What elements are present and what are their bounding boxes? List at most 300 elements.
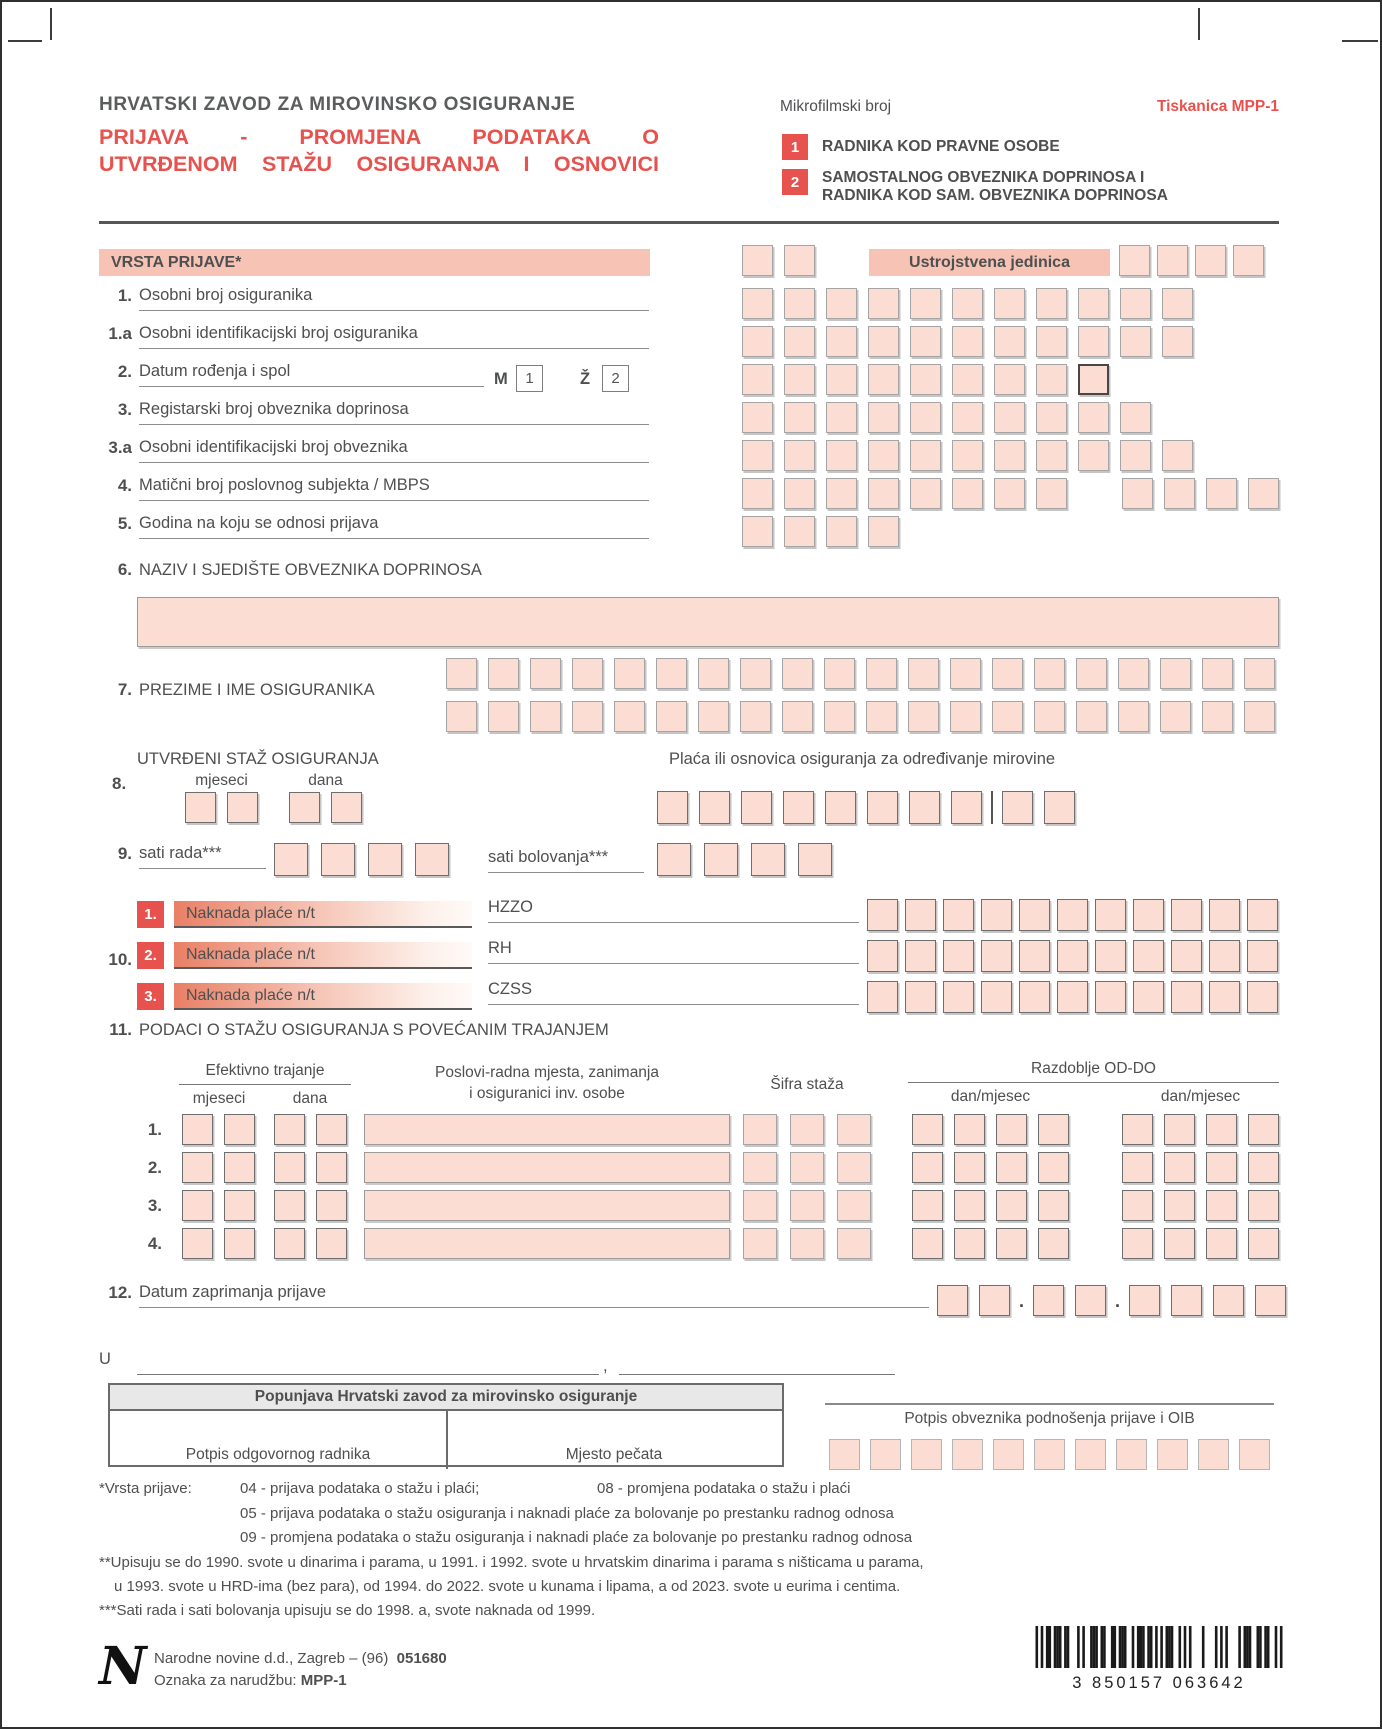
digit-cell[interactable]	[994, 440, 1025, 471]
letter-cell[interactable]	[656, 701, 687, 732]
male-code-box[interactable]: 1	[516, 365, 543, 392]
digit-cell[interactable]	[996, 1190, 1027, 1221]
obveznik-name-field[interactable]	[137, 597, 1279, 647]
digit-cell[interactable]	[952, 440, 983, 471]
digit-cell[interactable]	[1206, 1228, 1237, 1259]
digit-cell[interactable]	[981, 981, 1012, 1013]
digit-cell[interactable]	[1095, 940, 1126, 972]
digit-cell[interactable]	[790, 1152, 824, 1183]
digit-cell[interactable]	[867, 791, 898, 824]
digit-cell[interactable]	[741, 791, 772, 824]
digit-cell[interactable]	[1171, 940, 1202, 972]
row-4-cells-main	[742, 478, 1067, 509]
digit-cell[interactable]	[868, 478, 899, 509]
digit-cell[interactable]	[1057, 899, 1088, 931]
digit-cell[interactable]	[825, 791, 856, 824]
digit-cell[interactable]	[912, 1228, 943, 1259]
digit-cell[interactable]	[1033, 1285, 1064, 1316]
letter-cell[interactable]	[1244, 658, 1275, 689]
digit-cell[interactable]	[289, 792, 320, 823]
letter-cell[interactable]	[782, 658, 813, 689]
digit-cell[interactable]	[1057, 981, 1088, 1013]
letter-cell[interactable]	[782, 701, 813, 732]
digit-cell[interactable]	[1095, 981, 1126, 1013]
digit-cell[interactable]	[1248, 478, 1279, 509]
digit-cell[interactable]	[868, 402, 899, 433]
letter-cell[interactable]	[1202, 658, 1233, 689]
digit-cell[interactable]	[1075, 1439, 1106, 1470]
digit-cell[interactable]	[994, 288, 1025, 319]
digit-cell[interactable]	[1157, 245, 1188, 276]
letter-cell[interactable]	[866, 701, 897, 732]
digit-cell[interactable]	[742, 326, 773, 357]
letter-cell[interactable]	[656, 658, 687, 689]
digit-cell[interactable]	[704, 843, 738, 876]
digit-cell[interactable]	[912, 1114, 943, 1145]
digit-cell[interactable]	[910, 478, 941, 509]
letter-cell[interactable]	[1244, 701, 1275, 732]
digit-cell[interactable]	[368, 843, 402, 876]
letter-cell[interactable]	[614, 658, 645, 689]
digit-cell[interactable]	[182, 1228, 213, 1259]
digit-cell[interactable]	[316, 1190, 347, 1221]
digit-cell[interactable]	[952, 288, 983, 319]
digit-cell[interactable]	[1209, 981, 1240, 1013]
digit-cell[interactable]	[1057, 940, 1088, 972]
row-label: Datum rođenja i spol	[139, 362, 484, 387]
digit-cell[interactable]	[274, 1190, 305, 1221]
naknada-3-cells	[867, 981, 1278, 1013]
digit-cell[interactable]	[826, 402, 857, 433]
row-number: 1.a	[108, 324, 132, 343]
digit-cell[interactable]	[954, 1152, 985, 1183]
digit-cell[interactable]	[224, 1152, 255, 1183]
digit-cell[interactable]	[1122, 1228, 1153, 1259]
digit-cell[interactable]	[837, 1228, 871, 1259]
digit-cell[interactable]	[1133, 940, 1164, 972]
digit-cell[interactable]	[837, 1152, 871, 1183]
letter-cell[interactable]	[950, 701, 981, 732]
digit-cell[interactable]	[1036, 402, 1067, 433]
digit-cell[interactable]	[751, 843, 785, 876]
letter-cell[interactable]	[908, 701, 939, 732]
digit-cell[interactable]	[837, 1190, 871, 1221]
digit-cell[interactable]	[784, 478, 815, 509]
digit-cell[interactable]	[994, 478, 1025, 509]
digit-cell[interactable]	[1019, 899, 1050, 931]
digit-cell[interactable]	[1038, 1114, 1069, 1145]
jobs-text-field[interactable]	[364, 1114, 730, 1145]
digit-cell[interactable]	[227, 792, 258, 823]
naknada-1-badge: 1.	[137, 901, 164, 928]
digit-cell[interactable]	[996, 1152, 1027, 1183]
footnote-item-04: 04 - prijava podataka o stažu i plaći;	[240, 1480, 480, 1497]
stamp-place-caption[interactable]: Mjesto pečata	[565, 1446, 663, 1463]
digit-cell[interactable]	[1171, 899, 1202, 931]
digit-cell[interactable]	[868, 440, 899, 471]
digit-cell[interactable]	[274, 1152, 305, 1183]
digit-cell[interactable]	[912, 1190, 943, 1221]
digit-cell[interactable]	[954, 1190, 985, 1221]
row-label: NAZIV I SJEDIŠTE OBVEZNIKA DOPRINOSA	[139, 561, 482, 579]
subject-option-2[interactable]	[782, 169, 1168, 205]
digit-cell[interactable]	[994, 364, 1025, 395]
digit-cell[interactable]	[742, 288, 773, 319]
digit-cell[interactable]	[943, 899, 974, 931]
digit-cell[interactable]	[784, 402, 815, 433]
digit-cell[interactable]	[182, 1190, 213, 1221]
digit-cell[interactable]	[316, 1114, 347, 1145]
letter-cell[interactable]	[950, 658, 981, 689]
digit-cell[interactable]	[837, 1114, 871, 1145]
digit-cell[interactable]	[981, 899, 1012, 931]
footnote-item-09: 09 - promjena podataka o stažu osiguranja i naknadi plaće za bolovanje po prestanku radnog odnosa	[240, 1529, 913, 1546]
row-number: 3.a	[108, 438, 132, 457]
digit-cell[interactable]	[1157, 1439, 1188, 1470]
letter-cell[interactable]	[488, 658, 519, 689]
digit-cell[interactable]	[1129, 1285, 1160, 1316]
digit-cell[interactable]	[1120, 288, 1151, 319]
naknada-3-badge: 3.	[137, 983, 164, 1010]
digit-cell[interactable]	[909, 791, 940, 824]
digit-cell[interactable]	[868, 326, 899, 357]
digit-cell[interactable]	[826, 516, 857, 547]
digit-cell[interactable]	[1206, 1114, 1237, 1145]
digit-cell[interactable]	[1120, 326, 1151, 357]
footnote-vrsta-prefix: *Vrsta prijave:	[99, 1480, 192, 1497]
letter-cell[interactable]	[1034, 701, 1065, 732]
jobs-text-field[interactable]	[364, 1152, 730, 1183]
digit-cell[interactable]	[905, 899, 936, 931]
digit-cell[interactable]	[826, 364, 857, 395]
jobs-text-field[interactable]	[364, 1190, 730, 1221]
digit-cell[interactable]	[954, 1114, 985, 1145]
digit-cell[interactable]	[910, 326, 941, 357]
digit-cell[interactable]	[1036, 478, 1067, 509]
digit-cell[interactable]	[937, 1285, 968, 1316]
digit-cell[interactable]	[1075, 1285, 1106, 1316]
obligor-signature-caption: Potpis obveznika podnošenja prijave i OIB	[904, 1410, 1195, 1427]
field-row-9	[94, 844, 266, 869]
digit-cell[interactable]	[224, 1190, 255, 1221]
digit-cell[interactable]	[1019, 981, 1050, 1013]
digit-cell[interactable]	[910, 364, 941, 395]
digit-cell[interactable]	[657, 843, 691, 876]
digit-cell[interactable]	[1133, 981, 1164, 1013]
digit-cell[interactable]	[1120, 440, 1151, 471]
letter-cell[interactable]	[1118, 701, 1149, 732]
letter-cell[interactable]	[1076, 701, 1107, 732]
place-input-line[interactable]	[137, 1348, 599, 1375]
sex-digit-cell[interactable]	[1078, 364, 1109, 395]
digit-cell[interactable]	[870, 1439, 901, 1470]
digit-cell[interactable]	[905, 940, 936, 972]
digit-cell[interactable]	[415, 843, 449, 876]
digit-cell[interactable]	[867, 940, 898, 972]
digit-cell[interactable]	[699, 791, 730, 824]
narodne-novine-logo: N	[99, 1636, 147, 1697]
digit-cell[interactable]	[910, 440, 941, 471]
letter-cell[interactable]	[824, 658, 855, 689]
digit-cell[interactable]	[1206, 1152, 1237, 1183]
digit-cell[interactable]	[1078, 402, 1109, 433]
digit-cell[interactable]	[316, 1228, 347, 1259]
digit-cell[interactable]	[1044, 791, 1075, 824]
digit-cell[interactable]	[185, 792, 216, 823]
digit-cell[interactable]	[1078, 288, 1109, 319]
digit-cell[interactable]	[1034, 1439, 1065, 1470]
field-row-6	[94, 560, 482, 585]
digit-cell[interactable]	[274, 1228, 305, 1259]
table-row-number: 3.	[147, 1196, 162, 1215]
digit-cell[interactable]	[742, 402, 773, 433]
digit-cell[interactable]	[868, 516, 899, 547]
naknada-1-code: HZZO	[488, 898, 859, 923]
digit-cell[interactable]	[784, 288, 815, 319]
digit-cell[interactable]	[1233, 245, 1264, 276]
digit-cell[interactable]	[1248, 1190, 1279, 1221]
digit-cell[interactable]	[943, 981, 974, 1013]
digit-cell[interactable]	[826, 440, 857, 471]
digit-cell[interactable]	[952, 364, 983, 395]
digit-cell[interactable]	[1206, 1190, 1237, 1221]
digit-cell[interactable]	[943, 940, 974, 972]
date-input-line[interactable]	[619, 1348, 895, 1375]
digit-cell[interactable]	[996, 1228, 1027, 1259]
letter-cell[interactable]	[1202, 701, 1233, 732]
digit-cell[interactable]	[743, 1152, 777, 1183]
digit-cell[interactable]	[954, 1228, 985, 1259]
digit-cell[interactable]	[826, 326, 857, 357]
digit-cell[interactable]	[783, 791, 814, 824]
digit-cell[interactable]	[868, 364, 899, 395]
col-months-header: mjeseci	[192, 1090, 246, 1107]
digit-cell[interactable]	[910, 288, 941, 319]
digit-cell[interactable]	[951, 791, 982, 824]
col-daymonth-from-header: dan/mjesec	[950, 1088, 1031, 1105]
digit-cell[interactable]	[910, 402, 941, 433]
digit-cell[interactable]	[743, 1114, 777, 1145]
digit-cell[interactable]	[1164, 1190, 1195, 1221]
code-cells	[743, 1152, 871, 1183]
crop-mark	[1198, 8, 1200, 40]
digit-cell[interactable]	[868, 288, 899, 319]
digit-cell[interactable]	[182, 1114, 213, 1145]
digit-cell[interactable]	[867, 899, 898, 931]
field-row-1	[94, 286, 649, 311]
row-label: Osobni broj osiguranika	[139, 286, 649, 311]
letter-cell[interactable]	[908, 658, 939, 689]
digit-cell[interactable]	[1164, 1228, 1195, 1259]
letter-cell[interactable]	[992, 701, 1023, 732]
letter-cell[interactable]	[488, 701, 519, 732]
digit-cell[interactable]	[1247, 981, 1278, 1013]
row-9-sick-cells	[657, 843, 832, 876]
letter-cell[interactable]	[1034, 658, 1065, 689]
digit-cell[interactable]	[274, 843, 308, 876]
digit-cell[interactable]	[1239, 1439, 1270, 1470]
digit-cell[interactable]	[1019, 940, 1050, 972]
digit-cell[interactable]	[742, 478, 773, 509]
digit-cell[interactable]	[1078, 440, 1109, 471]
digit-cell[interactable]	[1171, 1285, 1202, 1316]
digit-cell[interactable]	[784, 245, 815, 276]
digit-cell[interactable]	[1248, 1152, 1279, 1183]
digit-cell[interactable]	[1162, 288, 1193, 319]
digit-cell[interactable]	[742, 245, 773, 276]
digit-cell[interactable]	[1036, 288, 1067, 319]
digit-cell[interactable]	[784, 440, 815, 471]
letter-cell[interactable]	[1118, 658, 1149, 689]
letter-cell[interactable]	[614, 701, 645, 732]
digit-cell[interactable]	[911, 1439, 942, 1470]
digit-cell[interactable]	[1164, 1114, 1195, 1145]
digit-cell[interactable]	[331, 792, 362, 823]
digit-cell[interactable]	[321, 843, 355, 876]
female-label: Ž	[580, 370, 591, 388]
letter-cell[interactable]	[446, 701, 477, 732]
digit-cell[interactable]	[1122, 1114, 1153, 1145]
field-row-3	[94, 400, 649, 425]
letter-cell[interactable]	[1076, 658, 1107, 689]
digit-cell[interactable]	[1209, 899, 1240, 931]
letter-cell[interactable]	[572, 701, 603, 732]
digit-cell[interactable]	[743, 1190, 777, 1221]
digit-cell[interactable]	[1247, 940, 1278, 972]
digit-cell[interactable]	[1119, 245, 1150, 276]
digit-cell[interactable]	[1038, 1190, 1069, 1221]
digit-cell[interactable]	[1209, 940, 1240, 972]
obligor-signature-line[interactable]	[825, 1403, 1274, 1405]
digit-cell[interactable]	[1198, 1439, 1229, 1470]
row-number: 4.	[117, 476, 132, 495]
decimal-divider	[991, 791, 993, 824]
digit-cell[interactable]	[867, 981, 898, 1013]
digit-cell[interactable]	[1120, 402, 1151, 433]
digit-cell[interactable]	[994, 326, 1025, 357]
letter-cell[interactable]	[1160, 701, 1191, 732]
letter-cell[interactable]	[992, 658, 1023, 689]
letter-cell[interactable]	[866, 658, 897, 689]
letter-cell[interactable]	[698, 701, 729, 732]
digit-cell[interactable]	[952, 402, 983, 433]
digit-cell[interactable]	[274, 1114, 305, 1145]
digit-cell[interactable]	[1164, 1152, 1195, 1183]
placa-heading: Plaća ili osnovica osiguranja za određivanje mirovine	[668, 750, 1056, 768]
row-number: 8.	[112, 774, 127, 793]
letter-cell[interactable]	[530, 701, 561, 732]
letter-cell[interactable]	[530, 658, 561, 689]
digit-cell[interactable]	[790, 1228, 824, 1259]
digit-cell[interactable]	[1171, 981, 1202, 1013]
responsible-signature-caption[interactable]: Potpis odgovornog radnika	[185, 1446, 371, 1463]
letter-cell[interactable]	[824, 701, 855, 732]
digit-cell[interactable]	[798, 843, 832, 876]
digit-cell[interactable]	[1038, 1228, 1069, 1259]
digit-cell[interactable]	[1248, 1114, 1279, 1145]
digit-cell[interactable]	[784, 516, 815, 547]
digit-cell[interactable]	[182, 1152, 213, 1183]
letter-cell[interactable]	[698, 658, 729, 689]
digit-cell[interactable]	[1255, 1285, 1286, 1316]
digit-cell[interactable]	[742, 516, 773, 547]
digit-cell[interactable]	[1036, 440, 1067, 471]
digit-cell[interactable]	[996, 1114, 1027, 1145]
digit-cell[interactable]	[1122, 1190, 1153, 1221]
digit-cell[interactable]	[1133, 899, 1164, 931]
row-2-cells	[742, 364, 1109, 395]
digit-cell[interactable]	[1247, 899, 1278, 931]
digit-cell[interactable]	[979, 1285, 1010, 1316]
digit-cell[interactable]	[1038, 1152, 1069, 1183]
row-label: Osobni identifikacijski broj obveznika	[139, 438, 649, 463]
digit-cell[interactable]	[1122, 1152, 1153, 1183]
digit-cell[interactable]	[1248, 1228, 1279, 1259]
digit-cell[interactable]	[993, 1439, 1024, 1470]
field-row-1a	[94, 324, 649, 349]
digit-cell[interactable]	[1002, 791, 1033, 824]
digit-cell[interactable]	[826, 478, 857, 509]
digit-cell[interactable]	[1195, 245, 1226, 276]
digit-cell[interactable]	[994, 402, 1025, 433]
digit-cell[interactable]	[742, 440, 773, 471]
row-label: Osobni identifikacijski broj osiguranika	[139, 324, 649, 349]
letter-cell[interactable]	[1160, 658, 1191, 689]
digit-cell[interactable]	[784, 326, 815, 357]
female-code-box[interactable]: 2	[602, 365, 629, 392]
digit-cell[interactable]	[790, 1190, 824, 1221]
digit-cell[interactable]	[790, 1114, 824, 1145]
digit-cell[interactable]	[1213, 1285, 1244, 1316]
digit-cell[interactable]	[1036, 326, 1067, 357]
ustrojstvena-jedinica-banner: Ustrojstvena jedinica	[869, 249, 1110, 276]
digit-cell[interactable]	[826, 288, 857, 319]
letter-cell[interactable]	[572, 658, 603, 689]
subject-option-1[interactable]	[782, 134, 1060, 160]
digit-cell[interactable]	[1164, 478, 1195, 509]
digit-cell[interactable]	[1206, 478, 1237, 509]
digit-cell[interactable]	[912, 1152, 943, 1183]
digit-cell[interactable]	[224, 1114, 255, 1145]
letter-cell[interactable]	[740, 658, 771, 689]
row-label: Matični broj poslovnog subjekta / MBPS	[139, 476, 649, 501]
digit-cell[interactable]	[1162, 326, 1193, 357]
letter-cell[interactable]	[446, 658, 477, 689]
digit-cell[interactable]	[1116, 1439, 1147, 1470]
digit-cell[interactable]	[784, 364, 815, 395]
digit-cell[interactable]	[224, 1228, 255, 1259]
digit-cell[interactable]	[657, 791, 688, 824]
digit-cell[interactable]	[1078, 326, 1109, 357]
letter-cell[interactable]	[740, 701, 771, 732]
eff-days-cells	[274, 1152, 347, 1183]
digit-cell[interactable]	[1095, 899, 1126, 931]
col-daymonth-to-header: dan/mjesec	[1160, 1088, 1241, 1105]
digit-cell[interactable]	[905, 981, 936, 1013]
digit-cell[interactable]	[316, 1152, 347, 1183]
digit-cell[interactable]	[742, 364, 773, 395]
digit-cell[interactable]	[829, 1439, 860, 1470]
digit-cell[interactable]	[952, 326, 983, 357]
digit-cell[interactable]	[952, 478, 983, 509]
digit-cell[interactable]	[743, 1228, 777, 1259]
jobs-text-field[interactable]	[364, 1228, 730, 1259]
digit-cell[interactable]	[1162, 440, 1193, 471]
digit-cell[interactable]	[1036, 364, 1067, 395]
digit-cell[interactable]	[1122, 478, 1153, 509]
digit-cell[interactable]	[981, 940, 1012, 972]
digit-cell[interactable]	[952, 1439, 983, 1470]
